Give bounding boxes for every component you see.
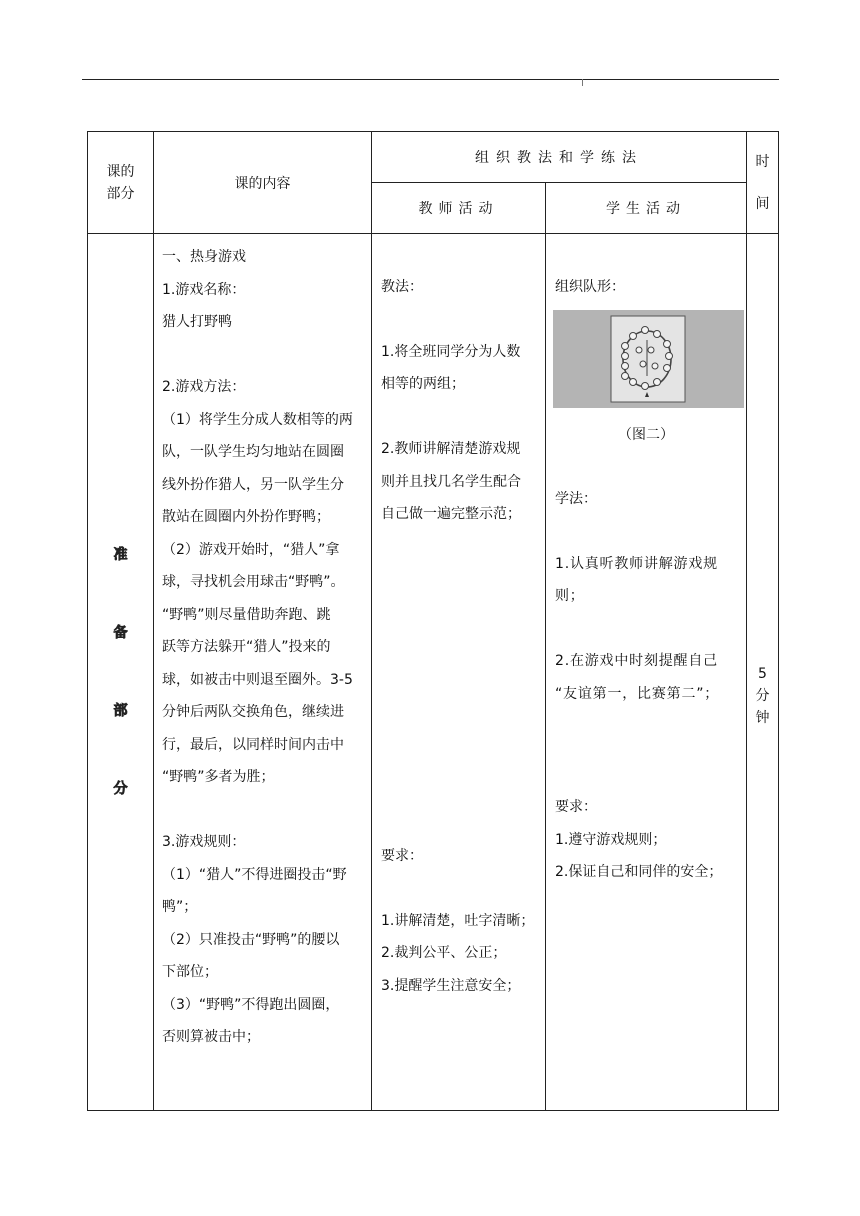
time-number: 5 bbox=[758, 666, 767, 682]
teacher-requirement-line: 1.讲解清楚，吐字清晰； bbox=[381, 912, 535, 929]
student-requirement-block bbox=[555, 791, 742, 889]
header-lesson-part-line2: 部分 bbox=[106, 185, 135, 202]
header-lesson-content: 课的内容 bbox=[154, 132, 372, 234]
header-teacher-activity: 教师活动 bbox=[372, 183, 546, 234]
section-char: 准 bbox=[113, 547, 128, 563]
content-line: 分钟后两队交换角色，继续进 bbox=[162, 704, 344, 720]
section-char: 备 bbox=[113, 625, 128, 641]
section-char: 分 bbox=[113, 781, 128, 797]
content-line: 球，寻找机会用球击“野鸭”。 bbox=[162, 574, 345, 590]
content-line: 队，一队学生均匀地站在圆圈 bbox=[162, 444, 344, 460]
teacher-method-label: 教法： bbox=[381, 279, 423, 295]
formation-diagram-svg bbox=[553, 310, 744, 408]
content-line: （3）“野鸭”不得跑出圆圈， bbox=[162, 996, 340, 1013]
student-formation-label: 组织队形： bbox=[555, 279, 625, 295]
teacher-requirement-label: 要求： bbox=[381, 848, 423, 864]
teacher-method-lines bbox=[381, 336, 541, 531]
content-line: （1）将学生分成人数相等的两 bbox=[162, 411, 353, 428]
content-line: 1.游戏名称： bbox=[162, 281, 246, 298]
student-method-line: “友谊第一，比赛第二”； bbox=[555, 685, 720, 702]
teacher-requirement-line: 3.提醒学生注意安全； bbox=[381, 977, 521, 994]
time-unit-line2: 钟 bbox=[755, 710, 770, 726]
header-tick-mark bbox=[582, 79, 583, 86]
content-line: “野鸭”多者为胜； bbox=[162, 769, 275, 785]
teacher-activity-cell bbox=[372, 234, 546, 1111]
header-time-line2: 间 bbox=[755, 195, 770, 212]
teacher-requirement-lines bbox=[381, 905, 541, 1003]
time-unit-line1: 分 bbox=[755, 688, 770, 704]
content-line: 下部位； bbox=[162, 964, 218, 980]
student-requirement-label: 要求： bbox=[555, 799, 597, 815]
student-method-line bbox=[555, 613, 742, 646]
section-char: 部 bbox=[113, 703, 128, 719]
figure-caption: （图二） bbox=[618, 427, 674, 443]
student-requirement-lines bbox=[555, 824, 742, 889]
content-line: 一、热身游戏 bbox=[162, 249, 246, 265]
formation-diagram-image bbox=[553, 310, 744, 408]
student-requirement-line: 1.遵守游戏规则； bbox=[555, 831, 667, 848]
student-method-line: 2.在游戏中时刻提醒自己 bbox=[555, 653, 718, 669]
content-line: （2）只准投击“野鸭”的腰以 bbox=[162, 931, 340, 948]
teacher-method-line: 1.将全班同学分为人数 bbox=[381, 343, 521, 360]
content-line: （2）游戏开始时，“猎人”拿 bbox=[162, 541, 340, 558]
student-requirement-line: 2.保证自己和同伴的安全； bbox=[555, 864, 723, 880]
lesson-content-text bbox=[162, 241, 365, 1054]
teacher-method-line: 则并且找几名学生配合 bbox=[381, 473, 521, 490]
header-time-line1: 时 bbox=[755, 153, 770, 170]
content-line: 跃等方法躲开“猎人”投来的 bbox=[162, 639, 331, 655]
content-line: 3.游戏规则： bbox=[162, 834, 246, 850]
content-line: 行，最后，以同样时间内击中 bbox=[162, 736, 344, 753]
content-line: 散站在圆圈内外扮作野鸭； bbox=[162, 509, 330, 525]
section-title-preparation bbox=[88, 234, 154, 1111]
content-line: 否则算被击中； bbox=[162, 1029, 260, 1045]
content-line: 猎人打野鸭 bbox=[162, 314, 232, 330]
teacher-method-block bbox=[381, 271, 541, 531]
header-organization-methods: 组织教法和学练法 bbox=[372, 132, 747, 183]
teacher-method-line: 自己做一遍完整示范； bbox=[381, 506, 521, 522]
content-line: 鸭”； bbox=[162, 899, 198, 915]
student-method-line: 1.认真听教师讲解游戏规 bbox=[555, 555, 718, 572]
content-line: “野鸭”则尽量借助奔跑、跳 bbox=[162, 606, 331, 623]
teacher-method-line bbox=[381, 401, 541, 434]
time-value bbox=[747, 234, 778, 729]
content-line: （1）“猎人”不得进圈投击“野 bbox=[162, 866, 347, 883]
content-line bbox=[162, 339, 365, 372]
content-line bbox=[162, 794, 365, 827]
content-line: 球，如被击中则退至圈外。3-5 bbox=[162, 671, 353, 688]
page-header-rule bbox=[82, 79, 779, 80]
student-method-lines bbox=[555, 548, 742, 711]
lesson-content-cell bbox=[154, 234, 372, 1111]
teacher-method-line: 2.教师讲解清楚游戏规 bbox=[381, 441, 521, 457]
header-student-activity: 学生活动 bbox=[546, 183, 747, 234]
student-formation-block bbox=[555, 271, 742, 304]
student-method-line: 则； bbox=[555, 588, 585, 604]
student-activity-cell bbox=[546, 234, 747, 1111]
student-method-label: 学法： bbox=[555, 491, 597, 507]
header-time bbox=[747, 132, 779, 234]
student-method-block bbox=[555, 483, 742, 710]
teacher-method-line: 相等的两组； bbox=[381, 376, 465, 392]
header-lesson-part bbox=[88, 132, 154, 234]
content-line: 2.游戏方法： bbox=[162, 379, 246, 395]
time-cell bbox=[747, 234, 779, 1111]
lesson-plan-table bbox=[87, 131, 779, 1111]
teacher-requirement-line: 2.裁判公平、公正； bbox=[381, 945, 507, 961]
teacher-requirement-block bbox=[381, 840, 541, 1002]
header-lesson-part-line1: 课的 bbox=[106, 163, 135, 180]
content-line: 线外扮作猎人，另一队学生分 bbox=[162, 476, 344, 493]
